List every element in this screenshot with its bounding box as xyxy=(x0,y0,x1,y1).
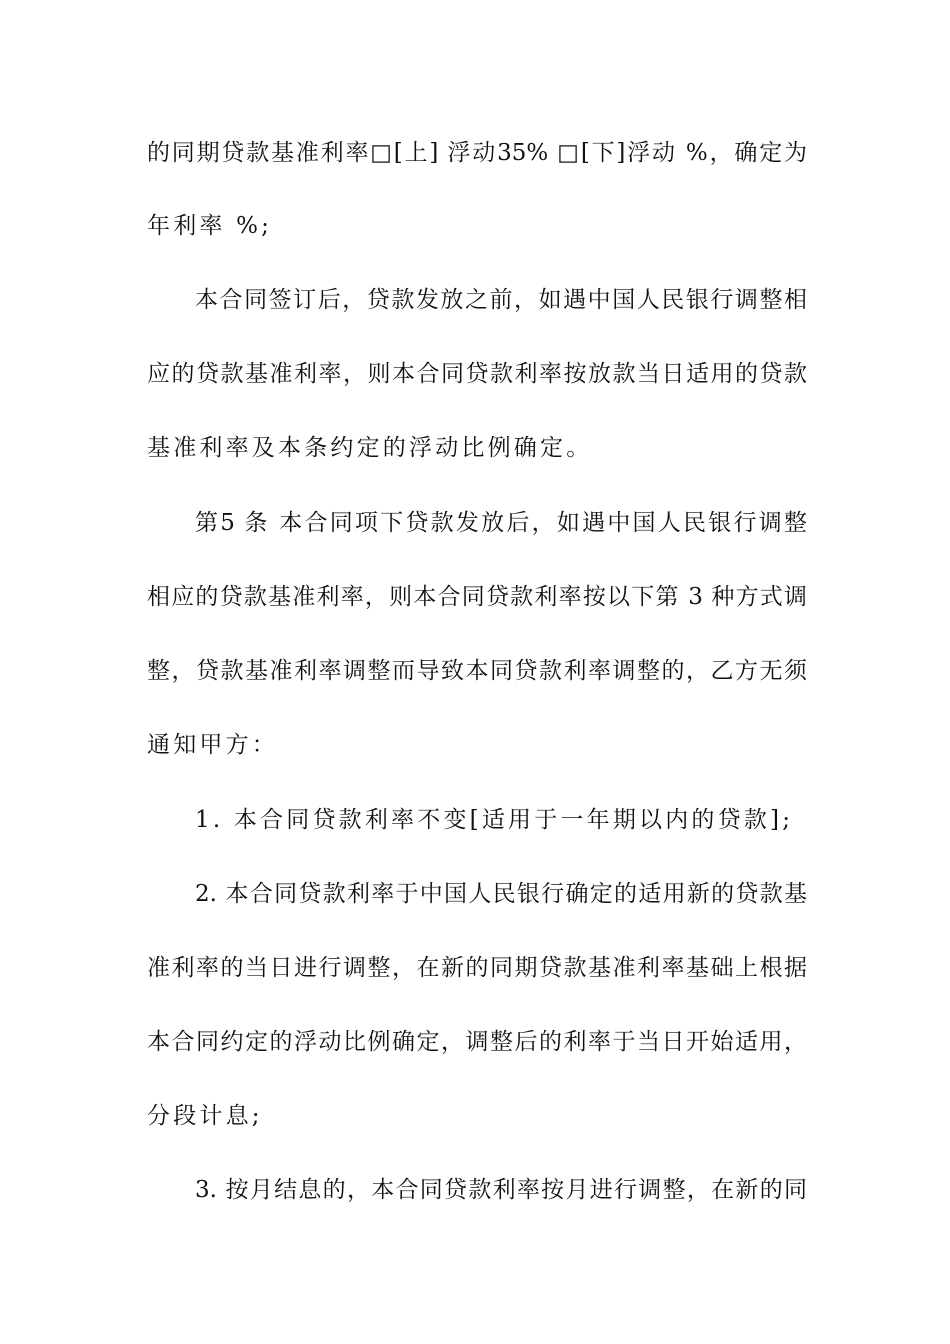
text-line: 第5 条 本合同项下贷款发放后，如遇中国人民银行调整 xyxy=(195,510,807,536)
text-line: 本合同签订后，贷款发放之前，如遇中国人民银行调整相 xyxy=(195,287,807,313)
text-line: 基准利率及本条约定的浮动比例确定。 xyxy=(147,435,593,461)
text-line: 2. 本合同贷款利率于中国人民银行确定的适用新的贷款基 xyxy=(195,881,807,907)
text-line: 通知甲方： xyxy=(147,732,278,758)
text-line: 准利率的当日进行调整，在新的同期贷款基准利率基础上根据 xyxy=(147,955,807,981)
text-line: 3. 按月结息的，本合同贷款利率按月进行调整，在新的同 xyxy=(195,1177,807,1203)
text-line: 1. 本合同贷款利率不变[适用于一年期以内的贷款]; xyxy=(195,807,794,833)
text-line: 整，贷款基准利率调整而导致本同贷款利率调整的，乙方无须 xyxy=(147,658,807,684)
text-line: 年利率 %; xyxy=(147,213,273,239)
text-line: 应的贷款基准利率，则本合同贷款利率按放款当日适用的贷款 xyxy=(147,361,807,387)
text-line: 本合同约定的浮动比例确定，调整后的利率于当日开始适用， xyxy=(147,1029,807,1055)
text-line: 的同期贷款基准利率□[上] 浮动35% □[下]浮动 %，确定为 xyxy=(147,140,807,166)
text-line: 相应的贷款基准利率，则本合同贷款利率按以下第 3 种方式调 xyxy=(147,584,807,610)
text-line: 分段计息; xyxy=(147,1103,263,1129)
